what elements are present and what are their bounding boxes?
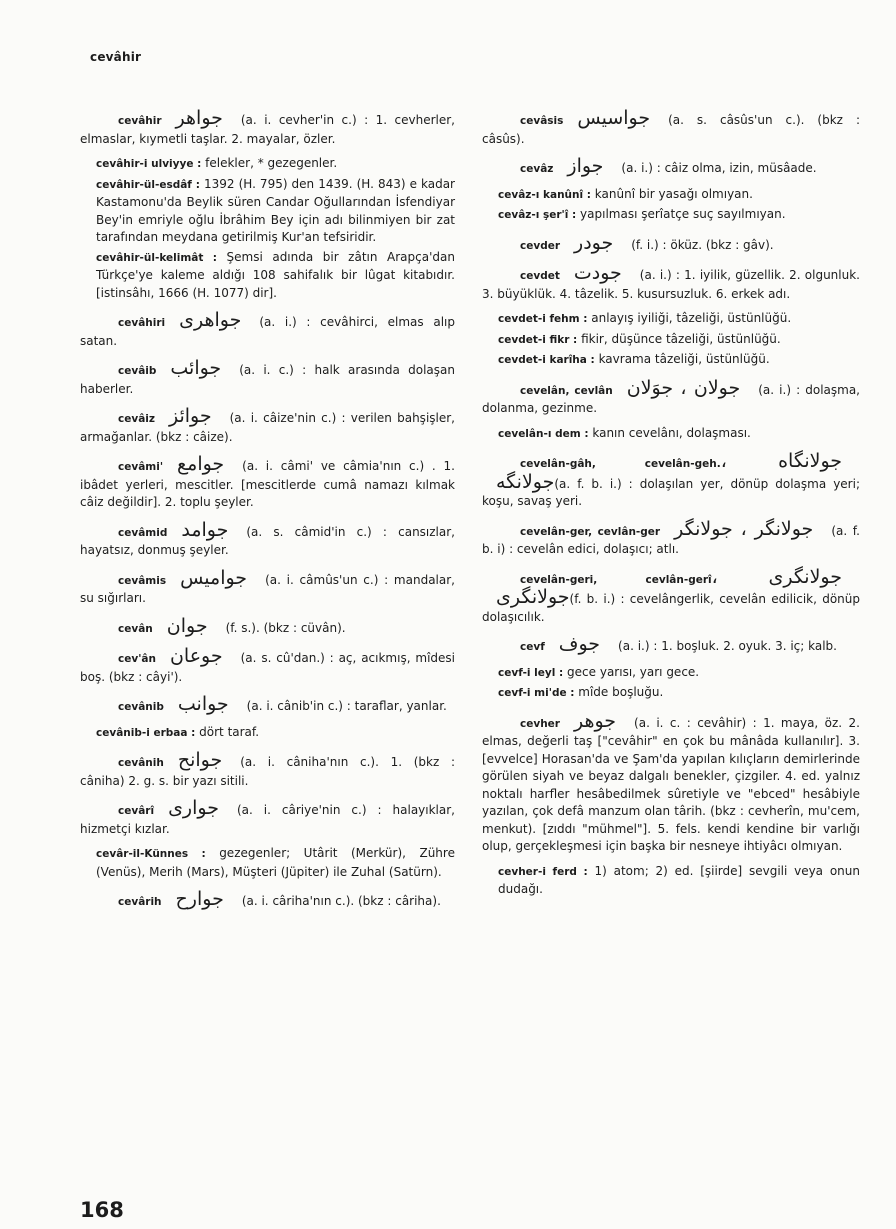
- dictionary-entry: [482, 565, 860, 627]
- running-head: cevâhir: [90, 50, 142, 64]
- definition: fikir, düşünce tâzeliği, üstünlüğü.: [581, 331, 781, 346]
- arabic-script: جوان: [166, 614, 208, 637]
- headword: cevf-i mi'de :: [498, 687, 575, 699]
- headword: cevf-i leyl :: [498, 666, 564, 679]
- definition: yapılması şerîatçe suç sayılmıyan.: [580, 207, 786, 221]
- headword: cevânib: [118, 701, 164, 713]
- headword: cevder: [520, 239, 561, 252]
- dictionary-entry: [80, 645, 455, 686]
- headword: cevâr-il-Künnes :: [96, 848, 206, 860]
- headword: cevher: [520, 717, 560, 730]
- dictionary-entry: [80, 453, 455, 512]
- definition: (a. i. c.) : halk arasında dolaşan haberler.: [80, 363, 455, 396]
- definition: gezegenler; Utârit (Merkür), Zühre (Venüs), Merih (Mars), Müşteri (Jüpiter) ile Zuhal (Satürn).: [96, 846, 455, 879]
- dictionary-entry: [80, 693, 455, 717]
- arabic-script: جوانح: [177, 749, 223, 771]
- dictionary-entry: [482, 450, 860, 511]
- dictionary-entry: [482, 351, 860, 370]
- definition: kanın cevelânı, dolaşması.: [592, 425, 751, 440]
- arabic-script: جودت: [573, 262, 622, 284]
- dictionary-entry: [80, 405, 455, 446]
- definition: (a. i. cevher'in c.) : 1. cevherler, elmaslar, kıymetli taşlar. 2. mayalar, özler.: [80, 113, 455, 146]
- dictionary-entry: [482, 206, 860, 225]
- headword: cevelân-geri, cevlân-gerî: [520, 573, 712, 586]
- arabic-script: جوائز: [169, 405, 212, 427]
- dictionary-entry: [482, 107, 860, 148]
- dictionary-entry: [482, 633, 860, 657]
- arabic-script: جواهری: [179, 309, 242, 331]
- arabic-script: جواهر: [175, 107, 223, 129]
- headword: cevâsis: [520, 115, 564, 127]
- headword: cevâz-ı kanûnî :: [498, 188, 591, 201]
- dictionary-entry: [80, 797, 455, 838]
- dictionary-entry: [482, 186, 860, 205]
- arabic-script: جوامع: [177, 453, 225, 475]
- headword: cevf: [520, 641, 545, 653]
- headword: cevâhiri: [118, 317, 166, 329]
- arabic-script: جواری: [168, 797, 219, 819]
- headword: cevelân-ger, cevlân-ger: [520, 525, 661, 538]
- dictionary-entry: [80, 155, 455, 174]
- definition: (a. s. câsûs'un c.). (bkz : câsûs).: [482, 113, 860, 146]
- dictionary-entry: [80, 309, 455, 350]
- definition: (a. f. b. i) : cevelân edici, dolaşıcı; atlı.: [482, 523, 860, 556]
- headword: cevâhir-i ulviyye :: [96, 158, 202, 170]
- definition: (f. i.) : öküz. (bkz : gâv).: [631, 237, 774, 252]
- headword: cevâhir-ül-kelimât :: [96, 251, 217, 264]
- arabic-script: جودر: [574, 231, 614, 254]
- definition: (a. i. câize'nin c.) : verilen bahşişler, armağanlar. (bkz : câize).: [80, 411, 455, 444]
- headword: cevdet-i fikr :: [498, 333, 578, 346]
- dictionary-entry: [80, 888, 455, 912]
- headword: cevdet: [520, 270, 560, 282]
- definition: (a. i.) : 1. iyilik, güzellik. 2. olgunluk. 3. büyüklük. 4. tâzelik. 5. kusursuzluk. 6. erkek adı.: [482, 268, 860, 301]
- definition: (a. i. câmi' ve câmia'nın c.) . 1. ibâdet yerleri, mescitler. [mescitlerde cumâ namazı kılmak câiz değildir]. 2. toplu şeyler.: [80, 459, 455, 509]
- definition: gece yarısı, yarı gece.: [567, 664, 700, 679]
- dictionary-entry: [482, 155, 860, 179]
- headword: cevâhir: [118, 115, 162, 127]
- headword: cevâmid: [118, 526, 168, 539]
- definition: mîde boşluğu.: [578, 685, 664, 699]
- dictionary-entry: [80, 724, 455, 743]
- definition: anlayış iyiliği, tâzeliği, üstünlüğü.: [591, 311, 792, 325]
- dictionary-entry: [80, 176, 455, 247]
- headword: cevâhir-ül-esdâf :: [96, 178, 200, 191]
- definition: (a. i. câriye'nin c.) : halayıklar, hizmetçi kızlar.: [80, 803, 455, 836]
- definition: (a. i. câmûs'un c.) : mandalar, su sığırları.: [80, 572, 455, 605]
- dictionary-entry: [80, 357, 455, 398]
- definition: 1392 (H. 795) den 1439. (H. 843) e kadar Kastamonu'da Beylik süren Candar Oğullarından İsfendiyar Bey'in emriyle oğlu İbrâhim Bey için adı bilinmiyen bir zat tarafından meydana getirilmiş Kur'an tefsiridir.: [96, 176, 455, 244]
- arabic-script: جوامد: [181, 518, 229, 541]
- page-number: 168: [80, 1198, 124, 1222]
- definition: 1) atom; 2) ed. [şiirde] sevgili veya onun dudağı.: [498, 863, 860, 896]
- dictionary-entry: [80, 749, 455, 790]
- headword: cevelân, cevlân: [520, 384, 613, 397]
- headword: cevâmi': [118, 461, 164, 473]
- arabic-script: جواسيس: [577, 107, 651, 129]
- headword: cevher-i ferd :: [498, 865, 588, 878]
- definition: Şemsi adında bir zâtın Arapça'dan Türkçe'ye kaleme aldığı 108 sahifalık bir lûgat kitabıdır. [istinsâhı, 1666 (H. 1077) dir].: [96, 249, 455, 300]
- arabic-script: جوف: [558, 633, 601, 655]
- arabic-script: جولان ، جوَلان: [626, 376, 741, 399]
- definition: kanûnî bir yasağı olmıyan.: [594, 186, 753, 201]
- left-column: [80, 100, 455, 919]
- definition: (a. s. cû'dan.) : aç, acıkmış, mîdesi boş. (bkz : câyi').: [80, 651, 455, 684]
- headword: cevân: [118, 622, 153, 635]
- headword: cevânib-i erbaa :: [96, 726, 196, 739]
- arabic-script: جولانگری ، جولانگری: [496, 565, 842, 608]
- dictionary-entry: [482, 684, 860, 703]
- headword: cevâz-ı şer'î :: [498, 209, 577, 221]
- arabic-script: جوانب: [177, 693, 229, 715]
- arabic-script: جولانگاه ، جولانگه: [496, 450, 843, 493]
- headword: cev'ân: [118, 653, 156, 665]
- definition: (a. s. câmid'in c.) : cansızlar, hayatsız, donmuş şeyler.: [80, 524, 455, 557]
- dictionary-entry: [482, 863, 860, 899]
- headword: cevdet-i fehm :: [498, 313, 588, 325]
- dictionary-entry: [80, 107, 455, 148]
- dictionary-entry: [80, 566, 455, 608]
- arabic-script: جوهر: [573, 709, 617, 732]
- right-column: [482, 100, 860, 901]
- headword: cevâz: [520, 163, 554, 175]
- definition: kavrama tâzeliği, üstünlüğü.: [598, 352, 770, 366]
- definition: (a. i.) : câiz olma, izin, müsâade.: [621, 161, 817, 175]
- definition: (a. i. câniha'nın c.). 1. (bkz : câniha) 2. g. s. bir yazı sitili.: [80, 755, 455, 788]
- definition: felekler, * gezegenler.: [205, 156, 338, 170]
- dictionary-entry: [482, 425, 860, 444]
- dictionary-entry: [482, 376, 860, 418]
- headword: cevelân-gâh, cevelân-geh.: [520, 458, 721, 470]
- definition: dört taraf.: [199, 724, 260, 739]
- headword: cevâmis: [118, 574, 167, 587]
- dictionary-entry: [80, 614, 455, 639]
- headword: cevdet-i karîha :: [498, 354, 595, 366]
- definition: (a. i.) : 1. boşluk. 2. oyuk. 3. iç; kalb.: [618, 639, 837, 653]
- dictionary-entry: [482, 709, 860, 856]
- dictionary-entry: [482, 310, 860, 329]
- dictionary-entry: [80, 249, 455, 303]
- dictionary-entry: [482, 664, 860, 683]
- headword: cevâiz: [118, 413, 155, 425]
- dictionary-entry: [482, 231, 860, 256]
- arabic-script: جولانگر ، جولانگر: [674, 517, 814, 540]
- dictionary-entry: [482, 262, 860, 303]
- headword: cevânih: [118, 757, 164, 769]
- definition: (f. b. i.) : cevelângerlik, cevelân edilicik, dönüp dolaşıcılık.: [482, 592, 860, 624]
- definition: (a. i. c. : cevâhir) : 1. maya, öz. 2. elmas, değerli taş ["cevâhir" en çok bu mânâda kullanılır]. 3. [evvelce] Horasan'da ve Şam'da yapılan kılıçların demirlerinde görülen siyah ve beyaz dalgalı benekler, çizgiler. 4. ed. yalnız noktalı harfler hesâbedilmek sûretiyle ve "ebced" hesâbiyle yazılan, çok defâ manzum olan târih. (bkz : cevherîn, mu'cem, menkut). [zıddı "mühmel"]. 5. fels. kendi kendine bir varlığı olup, gerçekleşmesi için başka bir nesneye ihtiyâcı olmıyan.: [482, 715, 860, 853]
- arabic-script: جواز: [567, 155, 604, 177]
- dictionary-entry: [80, 518, 455, 560]
- arabic-script: جوعان: [169, 645, 223, 667]
- dictionary-entry: [482, 331, 860, 350]
- headword: cevârih: [118, 896, 162, 908]
- headword: cevelân-ı dem :: [498, 427, 589, 440]
- dictionary-entry: [80, 845, 455, 881]
- dictionary-entry: [482, 517, 860, 559]
- definition: (f. s.). (bkz : cüvân).: [225, 620, 346, 635]
- arabic-script: جواميس: [180, 566, 248, 589]
- definition: (a. i.) : dolaşma, dolanma, gezinme.: [482, 382, 860, 415]
- arabic-script: جوائب: [170, 357, 222, 379]
- headword: cevâib: [118, 365, 157, 377]
- definition: (a. i.) : cevâhirci, elmas alıp satan.: [80, 315, 455, 348]
- headword: cevârî: [118, 805, 155, 817]
- definition: (a. i. cânib'in c.) : taraflar, yanlar.: [246, 699, 447, 713]
- arabic-script: جوارح: [175, 888, 224, 910]
- definition: (a. f. b. i.) : dolaşılan yer, dönüp dolaşma yeri; koşu, savaş yeri.: [482, 476, 860, 508]
- definition: (a. i. câriha'nın c.). (bkz : câriha).: [241, 894, 441, 908]
